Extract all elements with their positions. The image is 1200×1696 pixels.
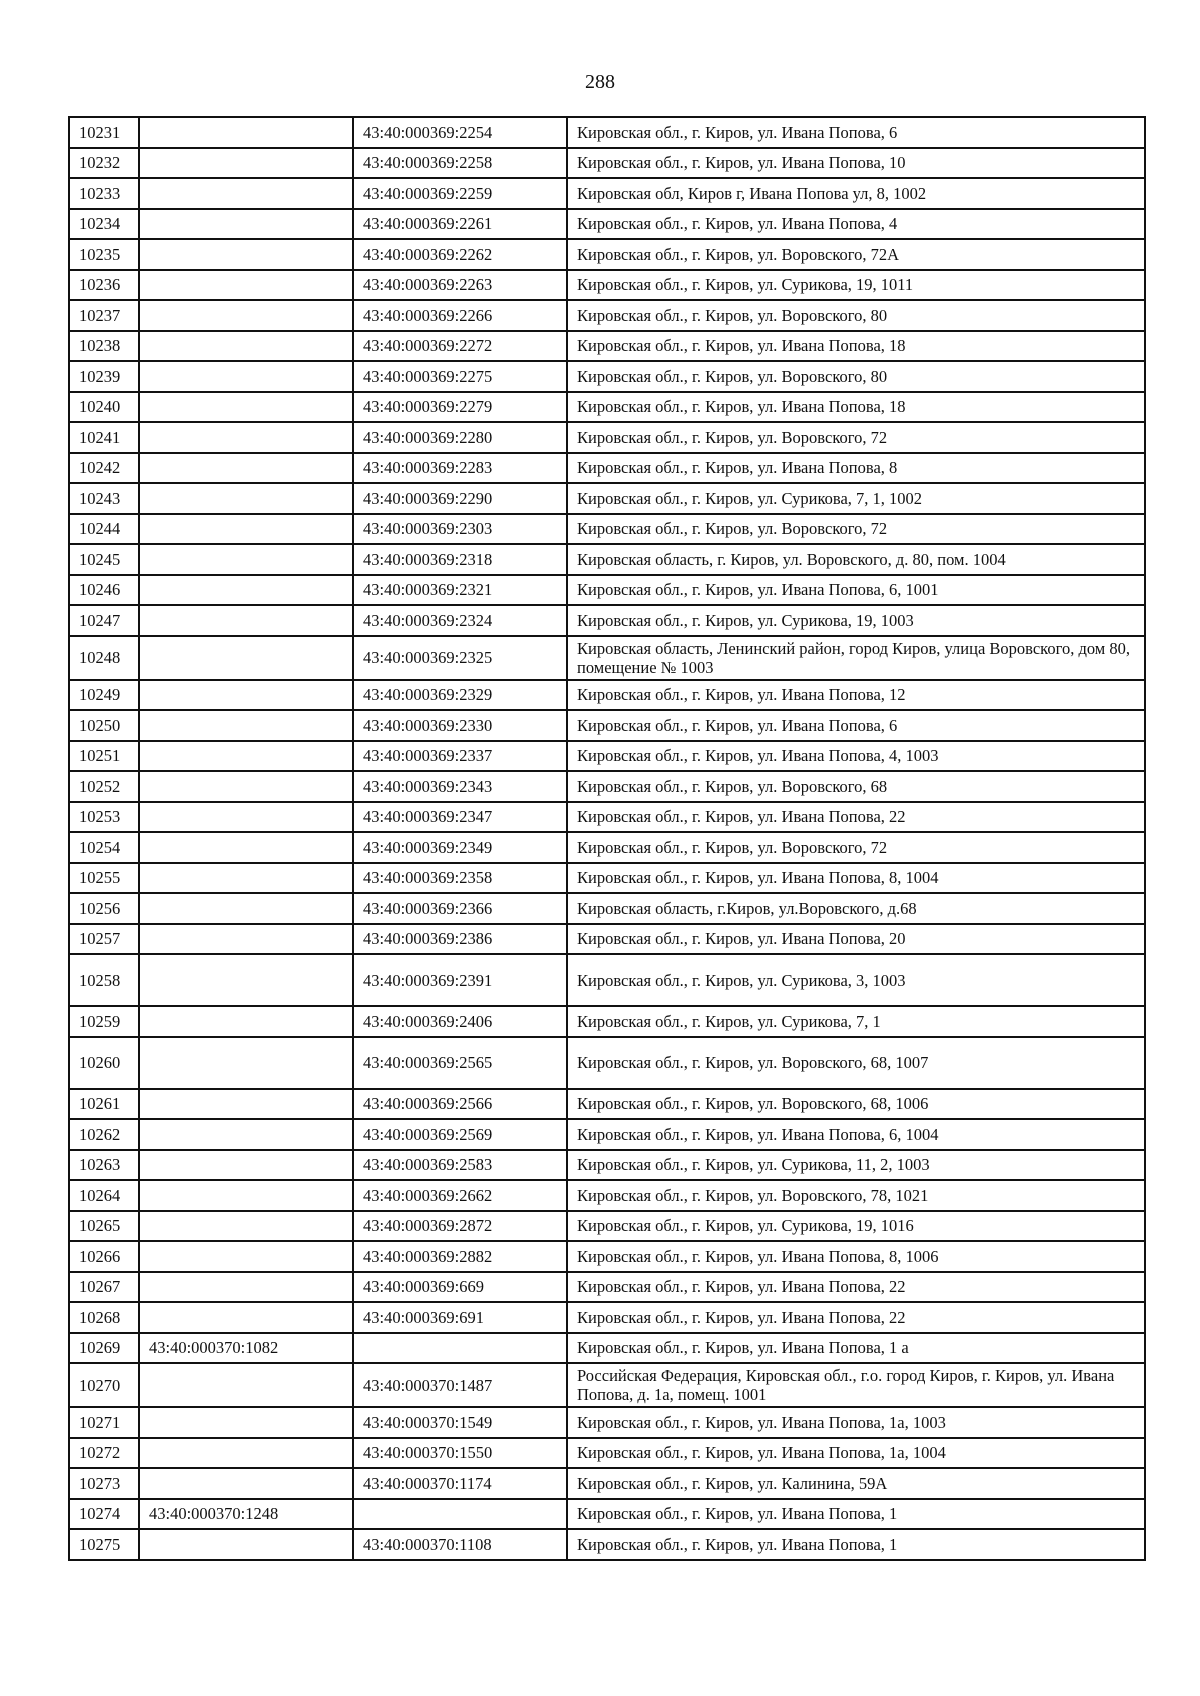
cadastral-number-1-cell [139, 514, 353, 545]
cadastral-number-2-cell: 43:40:000369:2272 [353, 331, 567, 362]
address-cell: Кировская область, г.Киров, ул.Воровского, д.68 [567, 893, 1145, 924]
cadastral-number-1-cell: 43:40:000370:1082 [139, 1333, 353, 1364]
page-number: 288 [585, 71, 615, 93]
row-number-cell: 10245 [69, 544, 139, 575]
row-number-cell: 10267 [69, 1272, 139, 1303]
cadastral-number-1-cell [139, 954, 353, 1006]
cadastral-number-1-cell [139, 422, 353, 453]
row-number-cell: 10246 [69, 575, 139, 606]
cadastral-number-1-cell [139, 863, 353, 894]
cadastral-number-1-cell [139, 1150, 353, 1181]
row-number-cell: 10251 [69, 741, 139, 772]
address-cell: Кировская обл., г. Киров, ул. Воровского, 68 [567, 771, 1145, 802]
address-cell: Кировская обл., г. Киров, ул. Сурикова, 7, 1, 1002 [567, 483, 1145, 514]
address-cell: Кировская обл., г. Киров, ул. Воровского, 68, 1006 [567, 1089, 1145, 1120]
address-cell: Кировская обл., г. Киров, ул. Ивана Попова, 6 [567, 117, 1145, 148]
row-number-cell: 10247 [69, 605, 139, 636]
cadastral-number-1-cell [139, 832, 353, 863]
table-row [69, 636, 1145, 680]
cadastral-number-2-cell: 43:40:000369:2266 [353, 300, 567, 331]
table-row [69, 483, 1145, 514]
cadastral-number-2-cell: 43:40:000369:2872 [353, 1211, 567, 1242]
registry-table-body [69, 117, 1145, 1560]
table-row [69, 270, 1145, 301]
address-cell: Кировская обл., г. Киров, ул. Воровского, 72 [567, 422, 1145, 453]
address-cell: Кировская обл., г. Киров, ул. Ивана Попова, 18 [567, 392, 1145, 423]
row-number-cell: 10232 [69, 148, 139, 179]
cadastral-number-2-cell: 43:40:000369:2566 [353, 1089, 567, 1120]
cadastral-number-2-cell: 43:40:000369:2366 [353, 893, 567, 924]
cadastral-number-2-cell: 43:40:000369:2303 [353, 514, 567, 545]
address-cell: Кировская обл., г. Киров, ул. Сурикова, 3, 1003 [567, 954, 1145, 1006]
cadastral-number-1-cell [139, 680, 353, 711]
row-number-cell: 10270 [69, 1363, 139, 1407]
cadastral-number-1-cell [139, 1006, 353, 1037]
row-number-cell: 10237 [69, 300, 139, 331]
table-row [69, 954, 1145, 1006]
table-row [69, 544, 1145, 575]
table-row [69, 1272, 1145, 1303]
row-number-cell: 10236 [69, 270, 139, 301]
cadastral-number-2-cell: 43:40:000369:2262 [353, 239, 567, 270]
row-number-cell: 10239 [69, 361, 139, 392]
table-row [69, 771, 1145, 802]
row-number-cell: 10272 [69, 1438, 139, 1469]
cadastral-number-2-cell: 43:40:000370:1549 [353, 1407, 567, 1438]
cadastral-number-2-cell: 43:40:000369:2258 [353, 148, 567, 179]
address-cell: Кировская обл., г. Киров, ул. Воровского, 72 [567, 514, 1145, 545]
cadastral-number-1-cell [139, 453, 353, 484]
row-number-cell: 10240 [69, 392, 139, 423]
cadastral-number-1-cell [139, 270, 353, 301]
address-cell: Кировская обл., г. Киров, ул. Ивана Попова, 1 [567, 1499, 1145, 1530]
cadastral-number-2-cell: 43:40:000369:2254 [353, 117, 567, 148]
row-number-cell: 10244 [69, 514, 139, 545]
address-cell: Кировская обл., г. Киров, ул. Ивана Попова, 6 [567, 710, 1145, 741]
cadastral-number-1-cell [139, 1438, 353, 1469]
address-cell: Кировская обл., г. Киров, ул. Ивана Попова, 18 [567, 331, 1145, 362]
address-cell: Кировская обл., г. Киров, ул. Ивана Попова, 6, 1004 [567, 1119, 1145, 1150]
table-row [69, 392, 1145, 423]
cadastral-number-2-cell: 43:40:000370:1487 [353, 1363, 567, 1407]
address-cell: Кировская обл., г. Киров, ул. Воровского, 80 [567, 361, 1145, 392]
table-row [69, 924, 1145, 955]
address-cell: Кировская обл., г. Киров, ул. Ивана Попова, 8 [567, 453, 1145, 484]
table-row [69, 863, 1145, 894]
table-row [69, 1363, 1145, 1407]
cadastral-number-2-cell: 43:40:000369:2406 [353, 1006, 567, 1037]
row-number-cell: 10241 [69, 422, 139, 453]
cadastral-number-2-cell: 43:40:000369:2321 [353, 575, 567, 606]
row-number-cell: 10242 [69, 453, 139, 484]
address-cell: Кировская обл., г. Киров, ул. Ивана Попова, 6, 1001 [567, 575, 1145, 606]
cadastral-number-1-cell [139, 771, 353, 802]
table-row [69, 514, 1145, 545]
address-cell: Кировская обл., г. Киров, ул. Воровского, 80 [567, 300, 1145, 331]
cadastral-number-2-cell: 43:40:000369:2358 [353, 863, 567, 894]
row-number-cell: 10274 [69, 1499, 139, 1530]
cadastral-number-1-cell [139, 1241, 353, 1272]
table-row [69, 680, 1145, 711]
row-number-cell: 10259 [69, 1006, 139, 1037]
row-number-cell: 10257 [69, 924, 139, 955]
address-cell: Кировская область, Ленинский район, город Киров, улица Воровского, дом 80, помещение № 1003 [567, 636, 1145, 680]
cadastral-number-2-cell: 43:40:000369:691 [353, 1302, 567, 1333]
cadastral-number-2-cell: 43:40:000370:1174 [353, 1468, 567, 1499]
cadastral-number-1-cell [139, 392, 353, 423]
row-number-cell: 10235 [69, 239, 139, 270]
row-number-cell: 10238 [69, 331, 139, 362]
address-cell: Кировская обл., г. Киров, ул. Сурикова, 19, 1011 [567, 270, 1145, 301]
cadastral-number-1-cell [139, 893, 353, 924]
row-number-cell: 10262 [69, 1119, 139, 1150]
row-number-cell: 10266 [69, 1241, 139, 1272]
table-row [69, 1211, 1145, 1242]
address-cell: Кировская обл., г. Киров, ул. Сурикова, 11, 2, 1003 [567, 1150, 1145, 1181]
table-row [69, 1006, 1145, 1037]
address-cell: Кировская обл., г. Киров, ул. Сурикова, 19, 1016 [567, 1211, 1145, 1242]
row-number-cell: 10233 [69, 178, 139, 209]
table-row [69, 1529, 1145, 1560]
table-row [69, 1089, 1145, 1120]
cadastral-number-1-cell [139, 239, 353, 270]
table-row [69, 802, 1145, 833]
table-row [69, 832, 1145, 863]
table-row [69, 453, 1145, 484]
row-number-cell: 10263 [69, 1150, 139, 1181]
cadastral-number-2-cell: 43:40:000369:2330 [353, 710, 567, 741]
row-number-cell: 10269 [69, 1333, 139, 1364]
cadastral-number-1-cell [139, 741, 353, 772]
table-row [69, 422, 1145, 453]
table-row [69, 1037, 1145, 1089]
row-number-cell: 10243 [69, 483, 139, 514]
cadastral-number-2-cell: 43:40:000370:1550 [353, 1438, 567, 1469]
row-number-cell: 10248 [69, 636, 139, 680]
table-row [69, 1150, 1145, 1181]
table-row [69, 148, 1145, 179]
table-row [69, 1180, 1145, 1211]
cadastral-number-1-cell [139, 1089, 353, 1120]
cadastral-number-1-cell [139, 178, 353, 209]
cadastral-number-2-cell: 43:40:000369:2662 [353, 1180, 567, 1211]
cadastral-number-1-cell [139, 605, 353, 636]
cadastral-number-2-cell: 43:40:000369:2882 [353, 1241, 567, 1272]
row-number-cell: 10260 [69, 1037, 139, 1089]
address-cell: Кировская обл., г. Киров, ул. Ивана Попова, 10 [567, 148, 1145, 179]
address-cell: Кировская обл., г. Киров, ул. Воровского, 78, 1021 [567, 1180, 1145, 1211]
cadastral-number-2-cell: 43:40:000369:2279 [353, 392, 567, 423]
table-row [69, 1499, 1145, 1530]
cadastral-number-1-cell [139, 209, 353, 240]
table-row [69, 741, 1145, 772]
row-number-cell: 10231 [69, 117, 139, 148]
table-row [69, 1333, 1145, 1364]
cadastral-number-1-cell [139, 1180, 353, 1211]
table-row [69, 1302, 1145, 1333]
cadastral-number-1-cell [139, 1037, 353, 1089]
cadastral-number-2-cell: 43:40:000369:2347 [353, 802, 567, 833]
cadastral-number-2-cell: 43:40:000370:1108 [353, 1529, 567, 1560]
cadastral-number-1-cell [139, 1529, 353, 1560]
address-cell: Кировская обл., г. Киров, ул. Ивана Попова, 4, 1003 [567, 741, 1145, 772]
address-cell: Кировская обл., г. Киров, ул. Воровского, 72А [567, 239, 1145, 270]
table-row [69, 1241, 1145, 1272]
table-row [69, 1468, 1145, 1499]
table-row [69, 893, 1145, 924]
cadastral-number-1-cell [139, 1302, 353, 1333]
cadastral-number-2-cell: 43:40:000369:2329 [353, 680, 567, 711]
cadastral-number-2-cell: 43:40:000369:2259 [353, 178, 567, 209]
table-row [69, 239, 1145, 270]
row-number-cell: 10261 [69, 1089, 139, 1120]
table-row [69, 575, 1145, 606]
row-number-cell: 10264 [69, 1180, 139, 1211]
address-cell: Кировская обл., г. Киров, ул. Ивана Попова, 8, 1004 [567, 863, 1145, 894]
cadastral-number-2-cell [353, 1499, 567, 1530]
cadastral-number-2-cell: 43:40:000369:669 [353, 1272, 567, 1303]
row-number-cell: 10234 [69, 209, 139, 240]
cadastral-number-2-cell: 43:40:000369:2386 [353, 924, 567, 955]
cadastral-number-1-cell [139, 483, 353, 514]
table-row [69, 209, 1145, 240]
registry-table [68, 116, 1146, 1561]
address-cell: Кировская обл., г. Киров, ул. Ивана Попова, 22 [567, 1302, 1145, 1333]
cadastral-number-1-cell [139, 1407, 353, 1438]
address-cell: Кировская обл., г. Киров, ул. Ивана Попова, 22 [567, 1272, 1145, 1303]
cadastral-number-1-cell [139, 1211, 353, 1242]
address-cell: Кировская обл., г. Киров, ул. Ивана Попова, 1а, 1004 [567, 1438, 1145, 1469]
address-cell: Кировская обл., г. Киров, ул. Калинина, 59А [567, 1468, 1145, 1499]
cadastral-number-2-cell: 43:40:000369:2337 [353, 741, 567, 772]
cadastral-number-1-cell [139, 1363, 353, 1407]
row-number-cell: 10275 [69, 1529, 139, 1560]
address-cell: Кировская область, г. Киров, ул. Воровского, д. 80, пом. 1004 [567, 544, 1145, 575]
cadastral-number-1-cell [139, 544, 353, 575]
cadastral-number-1-cell [139, 300, 353, 331]
cadastral-number-1-cell [139, 1119, 353, 1150]
address-cell: Кировская обл, Киров г, Ивана Попова ул, 8, 1002 [567, 178, 1145, 209]
table-row [69, 117, 1145, 148]
cadastral-number-2-cell: 43:40:000369:2263 [353, 270, 567, 301]
cadastral-number-1-cell [139, 148, 353, 179]
address-cell: Кировская обл., г. Киров, ул. Воровского, 72 [567, 832, 1145, 863]
cadastral-number-2-cell: 43:40:000369:2280 [353, 422, 567, 453]
address-cell: Кировская обл., г. Киров, ул. Ивана Попова, 1 а [567, 1333, 1145, 1364]
cadastral-number-2-cell: 43:40:000369:2325 [353, 636, 567, 680]
row-number-cell: 10268 [69, 1302, 139, 1333]
cadastral-number-1-cell [139, 117, 353, 148]
cadastral-number-1-cell [139, 1468, 353, 1499]
cadastral-number-2-cell: 43:40:000369:2290 [353, 483, 567, 514]
table-row [69, 710, 1145, 741]
cadastral-number-2-cell: 43:40:000369:2324 [353, 605, 567, 636]
cadastral-number-1-cell [139, 710, 353, 741]
address-cell: Кировская обл., г. Киров, ул. Ивана Попова, 8, 1006 [567, 1241, 1145, 1272]
cadastral-number-2-cell: 43:40:000369:2569 [353, 1119, 567, 1150]
row-number-cell: 10265 [69, 1211, 139, 1242]
cadastral-number-2-cell: 43:40:000369:2343 [353, 771, 567, 802]
cadastral-number-2-cell [353, 1333, 567, 1364]
row-number-cell: 10254 [69, 832, 139, 863]
address-cell: Кировская обл., г. Киров, ул. Ивана Попова, 1 [567, 1529, 1145, 1560]
address-cell: Кировская обл., г. Киров, ул. Ивана Попова, 22 [567, 802, 1145, 833]
address-cell: Кировская обл., г. Киров, ул. Ивана Попова, 4 [567, 209, 1145, 240]
cadastral-number-2-cell: 43:40:000369:2391 [353, 954, 567, 1006]
table-row [69, 1407, 1145, 1438]
cadastral-number-1-cell [139, 924, 353, 955]
cadastral-number-1-cell [139, 636, 353, 680]
table-row [69, 1438, 1145, 1469]
row-number-cell: 10271 [69, 1407, 139, 1438]
table-row [69, 605, 1145, 636]
row-number-cell: 10255 [69, 863, 139, 894]
cadastral-number-1-cell [139, 331, 353, 362]
cadastral-number-2-cell: 43:40:000369:2283 [353, 453, 567, 484]
address-cell: Кировская обл., г. Киров, ул. Ивана Попова, 12 [567, 680, 1145, 711]
row-number-cell: 10256 [69, 893, 139, 924]
cadastral-number-2-cell: 43:40:000369:2565 [353, 1037, 567, 1089]
address-cell: Кировская обл., г. Киров, ул. Ивана Попова, 1а, 1003 [567, 1407, 1145, 1438]
row-number-cell: 10252 [69, 771, 139, 802]
row-number-cell: 10249 [69, 680, 139, 711]
row-number-cell: 10253 [69, 802, 139, 833]
table-row [69, 178, 1145, 209]
cadastral-number-1-cell [139, 1272, 353, 1303]
cadastral-number-2-cell: 43:40:000369:2275 [353, 361, 567, 392]
cadastral-number-1-cell: 43:40:000370:1248 [139, 1499, 353, 1530]
row-number-cell: 10258 [69, 954, 139, 1006]
cadastral-number-2-cell: 43:40:000369:2349 [353, 832, 567, 863]
cadastral-number-1-cell [139, 575, 353, 606]
cadastral-number-1-cell [139, 361, 353, 392]
row-number-cell: 10273 [69, 1468, 139, 1499]
address-cell: Кировская обл., г. Киров, ул. Ивана Попова, 20 [567, 924, 1145, 955]
table-row [69, 331, 1145, 362]
table-row [69, 300, 1145, 331]
table-row [69, 1119, 1145, 1150]
table-row [69, 361, 1145, 392]
cadastral-number-1-cell [139, 802, 353, 833]
cadastral-number-2-cell: 43:40:000369:2318 [353, 544, 567, 575]
address-cell: Кировская обл., г. Киров, ул. Сурикова, 19, 1003 [567, 605, 1145, 636]
address-cell: Кировская обл., г. Киров, ул. Воровского, 68, 1007 [567, 1037, 1145, 1089]
address-cell: Российская Федерация, Кировская обл., г.о. город Киров, г. Киров, ул. Ивана Попова, д. 1а, помещ. 1001 [567, 1363, 1145, 1407]
cadastral-number-2-cell: 43:40:000369:2261 [353, 209, 567, 240]
address-cell: Кировская обл., г. Киров, ул. Сурикова, 7, 1 [567, 1006, 1145, 1037]
row-number-cell: 10250 [69, 710, 139, 741]
cadastral-number-2-cell: 43:40:000369:2583 [353, 1150, 567, 1181]
